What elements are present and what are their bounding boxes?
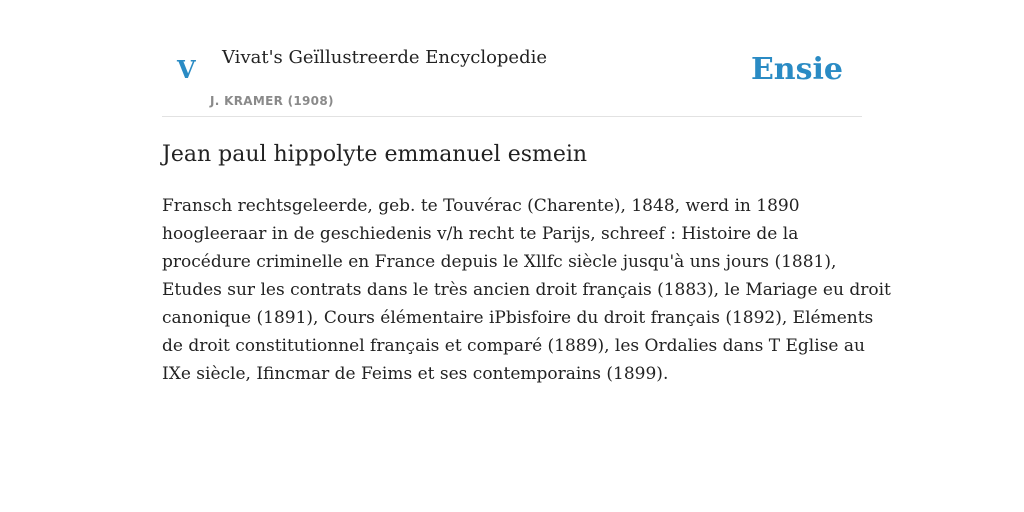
book-author: J. KRAMER (1908): [210, 94, 334, 108]
entry-body: [162, 192, 891, 388]
book-logo[interactable]: V: [177, 55, 196, 84]
entry-body-line: Fransch rechtsgeleerde, geb. te Touvérac (Charente), 1848, werd in 1890: [162, 196, 800, 216]
entry-body-line: hoogleeraar in de geschiedenis v/h recht te Parijs, schreef : Histoire de la: [162, 224, 799, 244]
header: [162, 0, 862, 117]
entry-body-line: canonique (1891), Cours élémentaire iPbisfoire du droit français (1892), Eléments: [162, 308, 874, 328]
entry-body-line: procédure criminelle en France depuis le Xllfc siècle jusqu'à uns jours (1881),: [162, 252, 837, 272]
entry-body-line: de droit constitutionnel français et comparé (1889), les Ordalies dans T Eglise au: [162, 336, 865, 356]
entry-title: Jean paul hippolyte emmanuel esmein: [162, 142, 588, 167]
book-title[interactable]: Vivat's Geïllustreerde Encyclopedie: [222, 47, 548, 68]
entry-body-line: IXe siècle, Ifincmar de Feims et ses contemporains (1899).: [162, 364, 669, 384]
site-logo[interactable]: Ensie: [750, 52, 843, 87]
entry-body-line: Etudes sur les contrats dans le très ancien droit français (1883), le Mariage eu droit: [162, 280, 891, 300]
